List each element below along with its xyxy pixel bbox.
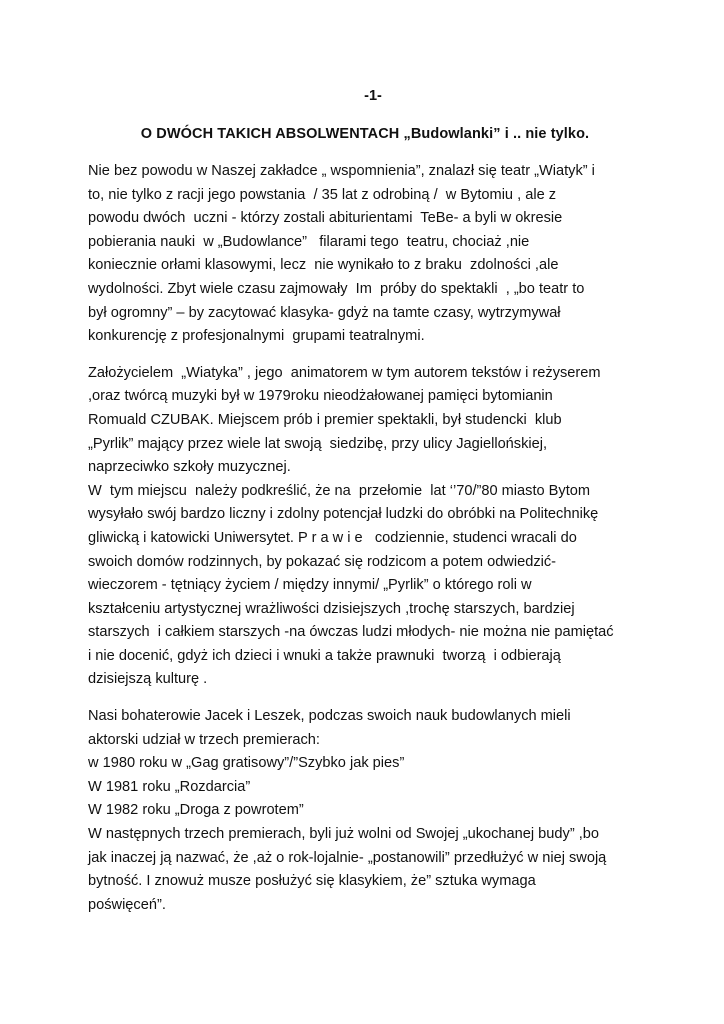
text-line: koniecznie orłami klasowymi, lecz nie wynikało to z braku zdolności ,ale — [88, 257, 559, 274]
text-line: to, nie tylko z racji jego powstania / 35 lat z odrobiną / w Bytomiu , ale z — [88, 186, 557, 203]
text-line: bytność. I znowuż musze posłużyć się klasykiem, że” sztuka wymaga — [88, 873, 536, 890]
text-line: w 1980 roku w „Gag gratisowy”/”Szybko jak pies” — [88, 755, 405, 772]
text-line: wydolności. Zbyt wiele czasu zajmowały Im próby do spektakli , „bo teatr to — [88, 280, 585, 297]
paragraph-3 — [88, 705, 642, 917]
text-line: aktorski udział w trzech premierach: — [88, 731, 320, 748]
text-line: W następnych trzech premierach, byli już wolni od Swojej „ukochanej budy” ,bo — [88, 826, 600, 843]
text-line: powodu dwóch uczni - którzy zostali abiturientami TeBe- a byli w okresie — [88, 210, 563, 227]
text-line: kształceniu artystycznej wrażliwości dzisiejszych ,trochę starszych, bardziej — [88, 600, 575, 617]
text-line: swoich domów rodzinnych, by pokazać się rodzicom a potem odwiedzić- — [88, 553, 557, 570]
text-line: Nasi bohaterowie Jacek i Leszek, podczas swoich nauk budowlanych mieli — [88, 708, 571, 725]
text-line: poświęceń”. — [88, 896, 166, 913]
text-line: ,oraz twórcą muzyki był w 1979roku nieodżałowanej pamięci bytomianin — [88, 388, 553, 405]
paragraph-2 — [88, 362, 642, 692]
text-line: wysyłało swój bardzo liczny i zdolny potencjał ludzki do obróbki na Politechnikę — [88, 506, 599, 523]
text-line: W 1981 roku „Rozdarcia” — [88, 778, 251, 795]
document-body — [88, 160, 642, 917]
text-line: konkurencję z profesjonalnymi grupami teatralnymi. — [88, 328, 425, 345]
text-line: gliwicką i katowicki Uniwersytet. P r a w i e codziennie, studenci wracali do — [88, 529, 577, 546]
text-line: starszych i całkiem starszych -na ówczas ludzi młodych- nie można nie pamiętać — [88, 624, 614, 641]
text-line: „Pyrlik” mający przez wiele lat swoją siedzibę, przy ulicy Jagiellońskiej, — [88, 435, 548, 452]
text-line: i nie docenić, gdyż ich dzieci i wnuki a także prawnuki tworzą i odbierają — [88, 647, 561, 664]
text-line: był ogromny” – by zacytować klasyka- gdyż na tamte czasy, wytrzymywał — [88, 304, 561, 321]
document-title: O DWÓCH TAKICH ABSOLWENTACH „Budowlanki” i .. nie tylko. — [140, 126, 590, 142]
page-number: -1- — [364, 88, 382, 104]
text-line: pobierania nauki w „Budowlance” filarami tego teatru, chociaż ,nie — [88, 233, 530, 250]
paragraph-1 — [88, 160, 642, 349]
text-line: Nie bez powodu w Naszej zakładce „ wspomnienia”, znalazł się teatr „Wiatyk” i — [88, 163, 595, 179]
text-line: dzisiejszą kulturę . — [88, 671, 208, 688]
text-line: Założycielem „Wiatyka” , jego animatorem w tym autorem tekstów i reżyserem — [88, 364, 601, 381]
text-line: wieczorem - tętniący życiem / między innymi/ „Pyrlik” o którego roli w — [88, 577, 532, 594]
text-line: naprzeciwko szkoły muzycznej. — [88, 459, 291, 476]
text-line: jak inaczej ją nazwać, że ,aż o rok-lojalnie- „postanowili” przedłużyć w niej swoją — [88, 849, 607, 866]
text-line: Romuald CZUBAK. Miejscem prób i premier spektakli, był studencki klub — [88, 411, 562, 428]
text-line: W tym miejscu należy podkreślić, że na przełomie lat ‘’70/”80 miasto Bytom — [88, 482, 591, 499]
text-line: W 1982 roku „Droga z powrotem” — [88, 802, 304, 819]
